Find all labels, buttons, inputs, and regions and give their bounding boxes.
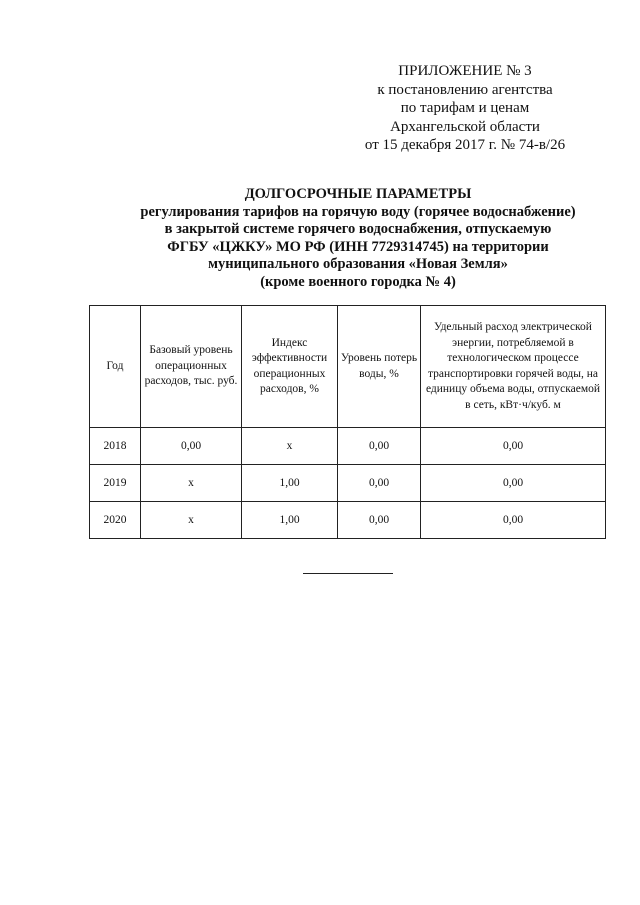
header-year: Год bbox=[90, 306, 141, 428]
cell-energy-consumption: 0,00 bbox=[421, 502, 606, 539]
cell-base-opex: х bbox=[141, 502, 242, 539]
table-row bbox=[90, 502, 606, 539]
title-line: ДОЛГОСРОЧНЫЕ ПАРАМЕТРЫ bbox=[244, 186, 472, 202]
appendix-number: ПРИЛОЖЕНИЕ № 3 bbox=[398, 63, 532, 79]
cell-energy-consumption: 0,00 bbox=[421, 465, 606, 502]
title-line: регулирования тарифов на горячую воду (горячее водоснабжение) bbox=[140, 203, 576, 220]
cell-water-loss: 0,00 bbox=[338, 428, 421, 465]
cell-year: 2018 bbox=[90, 428, 141, 465]
cell-base-opex: 0,00 bbox=[141, 428, 242, 465]
document-title bbox=[80, 186, 636, 292]
header-efficiency-index: Индекс эффективности операционных расходов, % bbox=[242, 306, 338, 428]
header-energy-consumption: Удельный расход электрической энергии, потребляемой в технологическом процессе транспортировки горячей воды, на единицу объема воды, отпускаемой в сеть, кВт·ч/куб. м bbox=[421, 306, 606, 428]
cell-water-loss: 0,00 bbox=[338, 465, 421, 502]
cell-year: 2019 bbox=[90, 465, 141, 502]
appendix-line: по тарифам и ценам bbox=[400, 100, 530, 116]
closing-rule bbox=[303, 573, 393, 574]
appendix-line: к постановлению агентства bbox=[377, 81, 553, 98]
cell-water-loss: 0,00 bbox=[338, 502, 421, 539]
appendix-header bbox=[330, 62, 600, 155]
header-water-loss: Уровень потерь воды, % bbox=[338, 306, 421, 428]
cell-efficiency-index: х bbox=[242, 428, 338, 465]
header-base-opex: Базовый уровень операционных расходов, тыс. руб. bbox=[141, 306, 242, 428]
parameters-table bbox=[89, 305, 606, 539]
cell-base-opex: х bbox=[141, 465, 242, 502]
title-line: ФГБУ «ЦЖКУ» МО РФ (ИНН 7729314745) на территории bbox=[167, 238, 549, 255]
title-line: муниципального образования «Новая Земля» bbox=[208, 256, 508, 273]
appendix-date: от 15 декабря 2017 г. № 74-в/26 bbox=[364, 137, 566, 153]
title-line: (кроме военного городка № 4) bbox=[260, 273, 456, 290]
cell-efficiency-index: 1,00 bbox=[242, 465, 338, 502]
cell-efficiency-index: 1,00 bbox=[242, 502, 338, 539]
table-header-row bbox=[90, 306, 606, 428]
appendix-line: Архангельской области bbox=[390, 118, 540, 135]
cell-year: 2020 bbox=[90, 502, 141, 539]
table-row bbox=[90, 465, 606, 502]
cell-energy-consumption: 0,00 bbox=[421, 428, 606, 465]
table-row bbox=[90, 428, 606, 465]
title-line: в закрытой системе горячего водоснабжения, отпускаемую bbox=[164, 221, 552, 238]
